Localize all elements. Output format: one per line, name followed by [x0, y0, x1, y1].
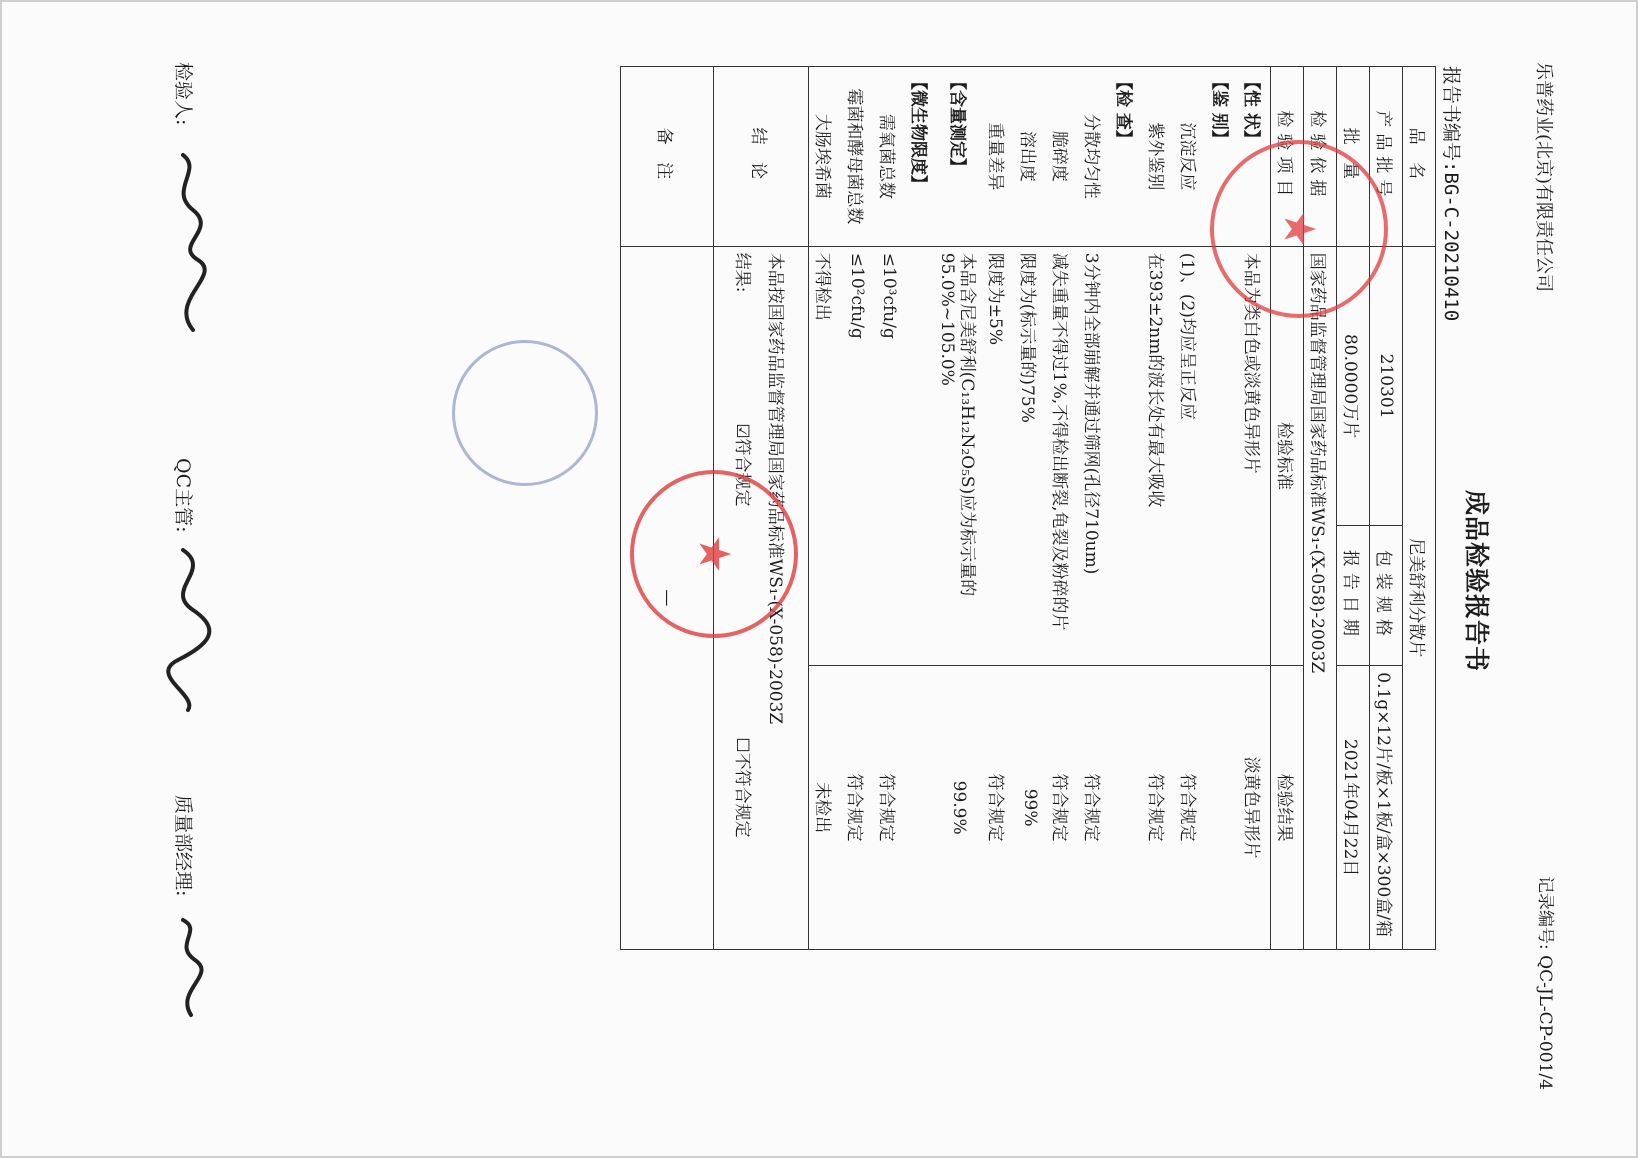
row-item: 沉淀反应	[1174, 67, 1206, 247]
row-standard: 在393±2nm的波长处有最大吸收	[1142, 246, 1174, 666]
manager-label: 质量部经理:	[172, 795, 194, 897]
row-result: 符合规定	[1174, 666, 1206, 950]
row-item: 【微生物限度】	[905, 67, 937, 247]
basis-value: 国家药品监督管理局国家药品标准WS₁-(X-058)-2003Z	[1304, 246, 1337, 949]
row-result: 99.9%	[937, 666, 982, 950]
row-item: 重量差异	[982, 67, 1014, 247]
table-row	[1078, 67, 1110, 950]
row-item: 紫外鉴别	[1142, 67, 1174, 247]
seal-star-icon: ★	[688, 534, 740, 574]
row-item: 需氧菌总数	[873, 67, 905, 247]
row-result: 符合规定	[1046, 666, 1078, 950]
header-item: 检验项目	[1271, 67, 1304, 247]
name-label: 品 名	[1403, 67, 1436, 247]
row-item: 【鉴 别】	[1206, 67, 1238, 247]
row-result: 符合规定	[1142, 666, 1174, 950]
record-number: 记录编号: QC-JL-CP-001/4	[1535, 876, 1555, 1090]
qc-signature	[158, 545, 218, 715]
option-fail: ☐不符合规定	[732, 737, 752, 838]
table-row	[1014, 67, 1046, 950]
row-item: 溶出度	[1014, 67, 1046, 247]
blue-seal	[452, 340, 598, 486]
row-result	[1110, 666, 1142, 950]
red-seal-top	[1210, 140, 1388, 318]
company-name: 乐普药业(北京)有限责任公司	[1533, 62, 1554, 293]
document-title: 成品检验报告书	[1462, 490, 1491, 673]
option-pass: ☑符合规定	[732, 423, 752, 507]
row-result	[1206, 666, 1238, 950]
table-row	[1142, 67, 1174, 950]
batch-label: 产品批号	[1370, 67, 1403, 247]
report-number	[1439, 66, 1466, 321]
table-row	[982, 67, 1014, 950]
batch-value: 210301	[1370, 246, 1403, 526]
conclusion-result-label: 结果:	[732, 252, 752, 293]
row-standard: (1)、(2)均应呈正反应	[1174, 246, 1206, 666]
conclusion-label: 结 论	[714, 67, 809, 247]
table-row	[905, 67, 937, 950]
qty-value: 80.0000万片	[1337, 246, 1370, 526]
qc-label: QC主管:	[172, 458, 194, 533]
seal-star-icon: ★	[1273, 209, 1325, 249]
table-row	[873, 67, 905, 950]
row-result: 符合规定	[841, 666, 873, 950]
row-standard: ≤10²cfu/g	[841, 246, 873, 666]
result-rows	[809, 67, 1271, 950]
row-standard: 本品含尼美舒利(C₁₃H₁₂N₂O₅S)应为标示量的95.0%~105.0%	[937, 246, 982, 666]
row-item: 【性 状】	[1238, 67, 1271, 247]
header-standard: 检验标准	[1271, 246, 1304, 666]
row-standard	[1110, 246, 1142, 666]
inspector-label: 检验人:	[172, 62, 194, 126]
header-result: 检验结果	[1271, 666, 1304, 950]
row-item: 霉菌和酵母菌总数	[841, 67, 873, 247]
row-item: 分散均匀性	[1078, 67, 1110, 247]
manager-signature	[163, 915, 213, 1025]
qty-label: 批 量	[1337, 67, 1370, 247]
row-standard	[905, 246, 937, 666]
pack-label: 包装规格	[1370, 526, 1403, 666]
row-item: 大肠埃希菌	[809, 67, 842, 247]
red-seal-bottom	[630, 470, 798, 638]
row-standard: 不得检出	[809, 246, 842, 666]
row-standard: 3分钟内全部崩解并通过筛网(孔径710um)	[1078, 246, 1110, 666]
row-name	[1403, 67, 1436, 950]
table-row	[1046, 67, 1078, 950]
row-standard: 限度为±5%	[982, 246, 1014, 666]
row-result: 符合规定	[982, 666, 1014, 950]
row-standard: 本品为类白色或淡黄色异形片	[1238, 246, 1271, 666]
report-number-label: 报告书编号:	[1440, 66, 1462, 173]
name-value: 尼美舒利分散片	[1403, 246, 1436, 949]
conclusion-text: 本品按国家药品监督管理局国家药品标准WS₁-(X-058)-2003Z	[765, 252, 785, 725]
row-item: 脆碎度	[1046, 67, 1078, 247]
table-row	[1174, 67, 1206, 950]
row-item: 【含量测定】	[937, 67, 982, 247]
row-standard	[1206, 246, 1238, 666]
report-number-value: BG-C-20210410	[1440, 172, 1462, 322]
table-row	[1110, 67, 1142, 950]
date-value: 2021年04月22日	[1337, 666, 1370, 950]
remarks-value: —	[621, 246, 714, 949]
date-label: 报告日期	[1337, 526, 1370, 666]
basis-label: 检验依据	[1304, 67, 1337, 247]
table-row	[937, 67, 982, 950]
pack-value: 0.1g×12片/板×1板/盒×300盒/箱	[1370, 666, 1403, 950]
row-result: 符合规定	[873, 666, 905, 950]
inspector-signature	[163, 150, 213, 340]
row-result	[905, 666, 937, 950]
table-row	[841, 67, 873, 950]
remarks-label: 备 注	[621, 67, 714, 247]
row-standard: 限度为(标示量的)75%	[1014, 246, 1046, 666]
row-standard: 减失重量不得过1%,不得检出断裂,龟裂及粉碎的片	[1046, 246, 1078, 666]
row-standard: ≤10³cfu/g	[873, 246, 905, 666]
row-result: 淡黄色异形片	[1238, 666, 1271, 950]
row-result: 符合规定	[1078, 666, 1110, 950]
row-result: 99%	[1014, 666, 1046, 950]
row-result: 未检出	[809, 666, 842, 950]
row-item: 【检 查】	[1110, 67, 1142, 247]
table-row	[809, 67, 842, 950]
